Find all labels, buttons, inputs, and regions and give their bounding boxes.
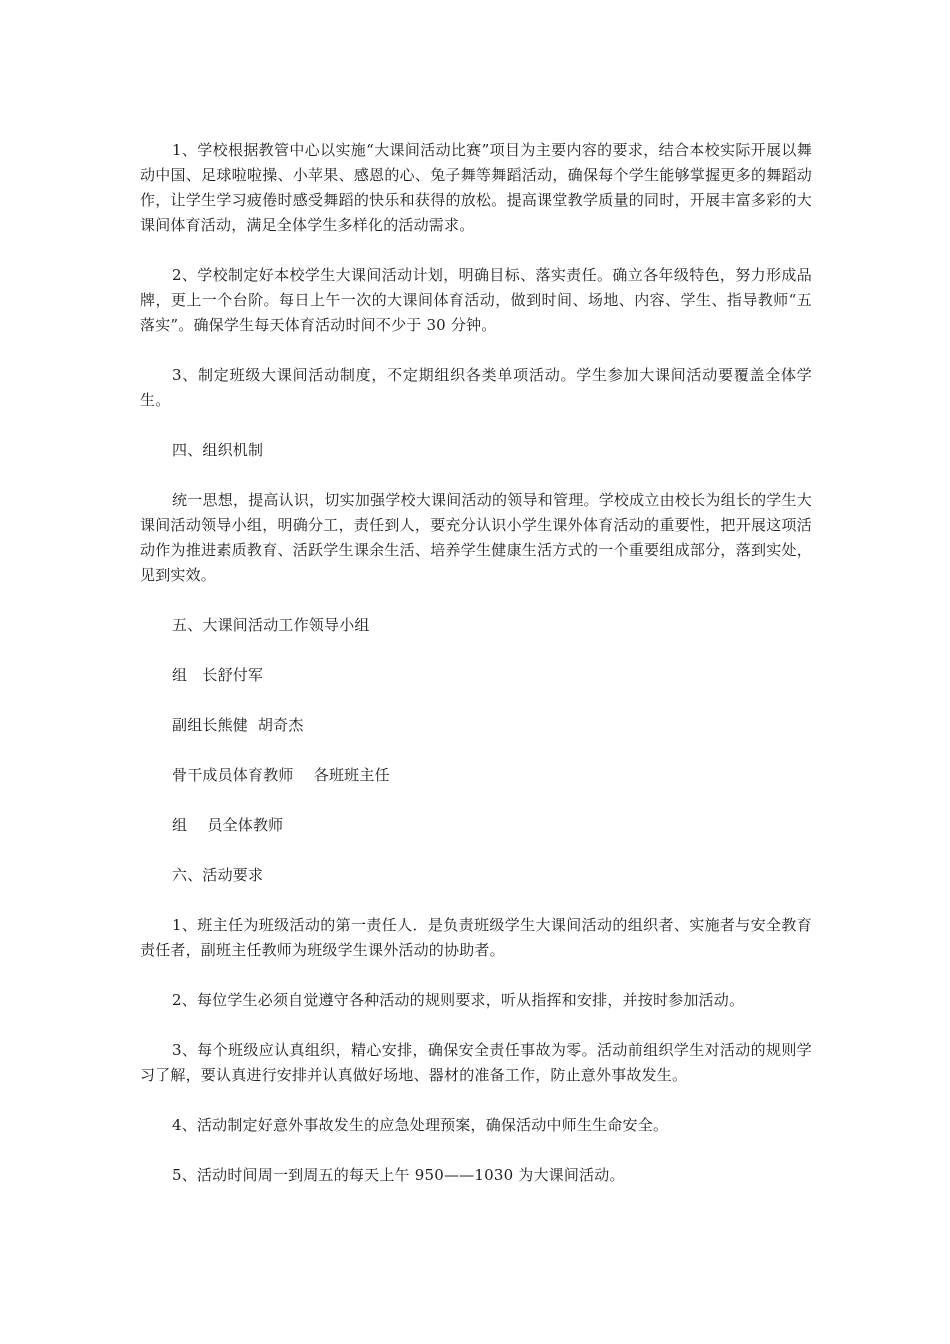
section-heading-requirements: 六、活动要求	[172, 866, 264, 884]
document-page	[140, 138, 812, 1213]
deputy-leader-line: 副组长熊健 胡奇杰	[172, 716, 304, 734]
requirement-4: 4、活动制定好意外事故发生的应急处理预案，确保活动中师生生命安全。	[172, 1116, 669, 1134]
paragraph-1: 1、学校根据教管中心以实施“大课间活动比赛”项目为主要内容的要求，结合本校实际开展以舞动中国、足球啦啦操、小苹果、感恩的心、兔子舞等舞蹈活动，确保每个学生能够掌握更多的舞蹈动作，让学生学习疲倦时感受舞蹈的快乐和获得的放松。提高课堂教学质量的同时，开展丰富多彩的大课间体育活动，满足全体学生多样化的活动需求。	[140, 141, 812, 234]
section-heading-leadership-group: 五、大课间活动工作领导小组	[172, 616, 370, 634]
group-leader-line: 组 长舒付军	[172, 666, 264, 684]
paragraph-2: 2、学校制定好本校学生大课间活动计划，明确目标、落实责任。确立各年级特色，努力形成品牌，更上一个台阶。每日上午一次的大课间体育活动，做到时间、场地、内容、学生、指导教师“五落实”。确保学生每天体育活动时间不少于 30 分钟。	[140, 266, 812, 334]
paragraph-3: 3、制定班级大课间活动制度，不定期组织各类单项活动。学生参加大课间活动要覆盖全体学生。	[140, 366, 812, 409]
requirement-3: 3、每个班级应认真组织，精心安排，确保安全责任事故为零。活动前组织学生对活动的规则学习了解，要认真进行安排并认真做好场地、器材的准备工作，防止意外事故发生。	[140, 1041, 812, 1084]
requirement-5: 5、活动时间周一到周五的每天上午 950——1030 为大课间活动。	[172, 1166, 625, 1184]
members-line: 组 员全体教师	[172, 816, 284, 834]
paragraph-organization: 统一思想，提高认识，切实加强学校大课间活动的领导和管理。学校成立由校长为组长的学生大课间活动领导小组，明确分工，责任到人，要充分认识小学生课外体育活动的重要性，把开展这项活动作为推进素质教育、活跃学生课余生活、培养学生健康生活方式的一个重要组成部分，落到实处，见到实效。	[140, 491, 812, 584]
requirement-2: 2、每位学生必须自觉遵守各种活动的规则要求，听从指挥和安排，并按时参加活动。	[172, 991, 745, 1009]
requirement-1: 1、班主任为班级活动的第一责任人．是负责班级学生大课间活动的组织者、实施者与安全教育责任者，副班主任教师为班级学生课外活动的协助者。	[140, 916, 812, 959]
core-members-line: 骨干成员体育教师 各班班主任	[172, 766, 390, 784]
section-heading-organization: 四、组织机制	[172, 441, 264, 459]
